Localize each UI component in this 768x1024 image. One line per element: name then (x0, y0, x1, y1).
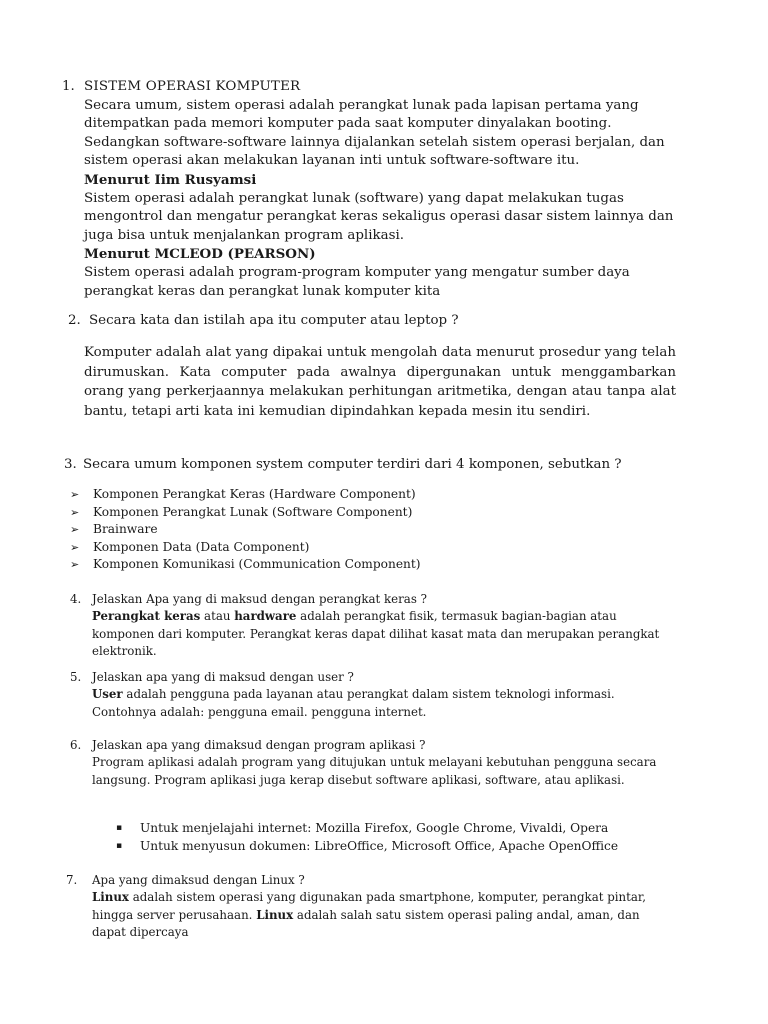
answer-text: adalah sistem operasi yang digunakan pada smartphone, komputer, perangkat pintar, hingga server perusahaan. (92, 890, 647, 922)
answer-paragraph: Komputer adalah alat yang dipakai untuk mengolah data menurut prosedur yang telah dirumuskan. Kata computer pada awalnya dipergunakan untuk menggambarkan orang yang perkerjaannya melakukan perhitungan aritmetika, dengan atau tanpa alat bantu, tetapi arti kata ini kemudian dipindahkan kepada mesin itu sendiri. (84, 345, 676, 419)
question-text: Jelaskan apa yang dimaksud dengan program aplikasi ? (92, 738, 426, 752)
bold-term: User (92, 687, 123, 702)
question-text: Jelaskan apa yang di maksud dengan user ? (92, 670, 354, 684)
list-item (116, 838, 676, 856)
answer-paragraph (92, 889, 676, 941)
answer-paragraph: Program aplikasi adalah program yang ditujukan untuk melayani kebutuhan pengguna secara langsung. Program aplikasi juga kerap disebut software aplikasi, software, atau aplikasi. (92, 755, 657, 787)
list-item-text: Komponen Data (Data Component) (93, 539, 310, 554)
question-text: Apa yang dimaksud dengan Linux ? (92, 873, 305, 887)
section-number: 5. (70, 670, 82, 684)
subheading: Menurut MCLEOD (PEARSON) (84, 246, 316, 263)
bold-term: hardware (234, 609, 297, 624)
list-item (70, 539, 470, 557)
arrow-bullet-icon: ➢ (70, 523, 80, 536)
list-item (70, 504, 470, 522)
list-item (70, 556, 470, 574)
section-number: 4. (70, 592, 82, 606)
answer-text: adalah pengguna pada layanan atau perangkat dalam sistem teknologi informasi. Contohnya adalah: pengguna email. pengguna internet. (92, 687, 615, 719)
answer-text: adalah salah satu sistem operasi paling andal, aman, dan dapat dipercaya (92, 907, 640, 940)
section-number: 6. (70, 738, 82, 752)
answer-text: adalah perangkat fisik, termasuk bagian-bagian atau komponen dari komputer. Perangkat keras dapat dilihat kasat mata dan merupakan perangkat elektronik. (92, 609, 660, 659)
arrow-bullet-icon: ➢ (70, 540, 80, 554)
question-text: Secara kata dan istilah apa itu computer atau leptop ? (89, 313, 459, 328)
list-item-text: Untuk menyusun dokumen: LibreOffice, Microsoft Office, Apache OpenOffice (140, 838, 619, 853)
list-item (70, 486, 470, 504)
list-item-text: Komponen Perangkat Lunak (Software Component) (93, 504, 413, 519)
answer-paragraph (92, 686, 680, 721)
section-title: SISTEM OPERASI KOMPUTER (84, 79, 301, 94)
paragraph: Sistem operasi adalah program-program komputer yang mengatur sumber daya perangkat keras dan perangkat lunak komputer kita (84, 264, 630, 299)
arrow-bullet-icon: ➢ (70, 505, 80, 519)
subheading: Menurut Iim Rusyamsi (84, 171, 257, 188)
question-text: Secara umum komponen system computer terdiri dari 4 komponen, sebutkan ? (83, 457, 622, 472)
list-item-text: Untuk menjelajahi internet: Mozilla Firefox, Google Chrome, Vivaldi, Opera (140, 821, 609, 835)
question-text: Jelaskan Apa yang di maksud dengan perangkat keras ? (92, 592, 427, 606)
bold-term: Linux (256, 907, 294, 922)
arrow-bullet-icon: ➢ (70, 488, 80, 501)
list-item-text: Brainware (93, 522, 158, 536)
bold-term: Perangkat keras (92, 609, 201, 624)
square-bullet-icon: ▪ (116, 840, 123, 851)
answer-text: atau (200, 609, 235, 624)
answer-paragraph (92, 608, 680, 660)
section-number: 1. (62, 79, 75, 94)
component-list (70, 486, 470, 574)
list-item (116, 820, 676, 838)
section-number: 3. (64, 457, 77, 472)
list-item (70, 521, 470, 539)
section-number: 7. (66, 873, 78, 887)
list-item-text: Komponen Komunikasi (Communication Component) (93, 557, 421, 571)
paragraph: Secara umum, sistem operasi adalah perangkat lunak pada lapisan pertama yang ditempatkan pada memori komputer pada saat komputer dinyalakan booting. Sedangkan software-software lainnya dijalankan setelah sistem operasi berjalan, dan sistem operasi akan melakukan layanan inti untuk software-software itu. (84, 97, 665, 169)
bold-term: Linux (92, 890, 129, 905)
list-item-text: Komponen Perangkat Keras (Hardware Component) (93, 487, 416, 501)
square-bullet-icon: ▪ (116, 823, 123, 833)
application-list (116, 820, 676, 855)
paragraph: Sistem operasi adalah perangkat lunak (software) yang dapat melakukan tugas mengontrol dan mengatur perangkat keras sekaligus operasi dasar sistem lainnya dan juga bisa untuk menjalankan program aplikasi. (84, 190, 674, 243)
section-number: 2. (68, 313, 81, 328)
arrow-bullet-icon: ➢ (70, 558, 80, 571)
